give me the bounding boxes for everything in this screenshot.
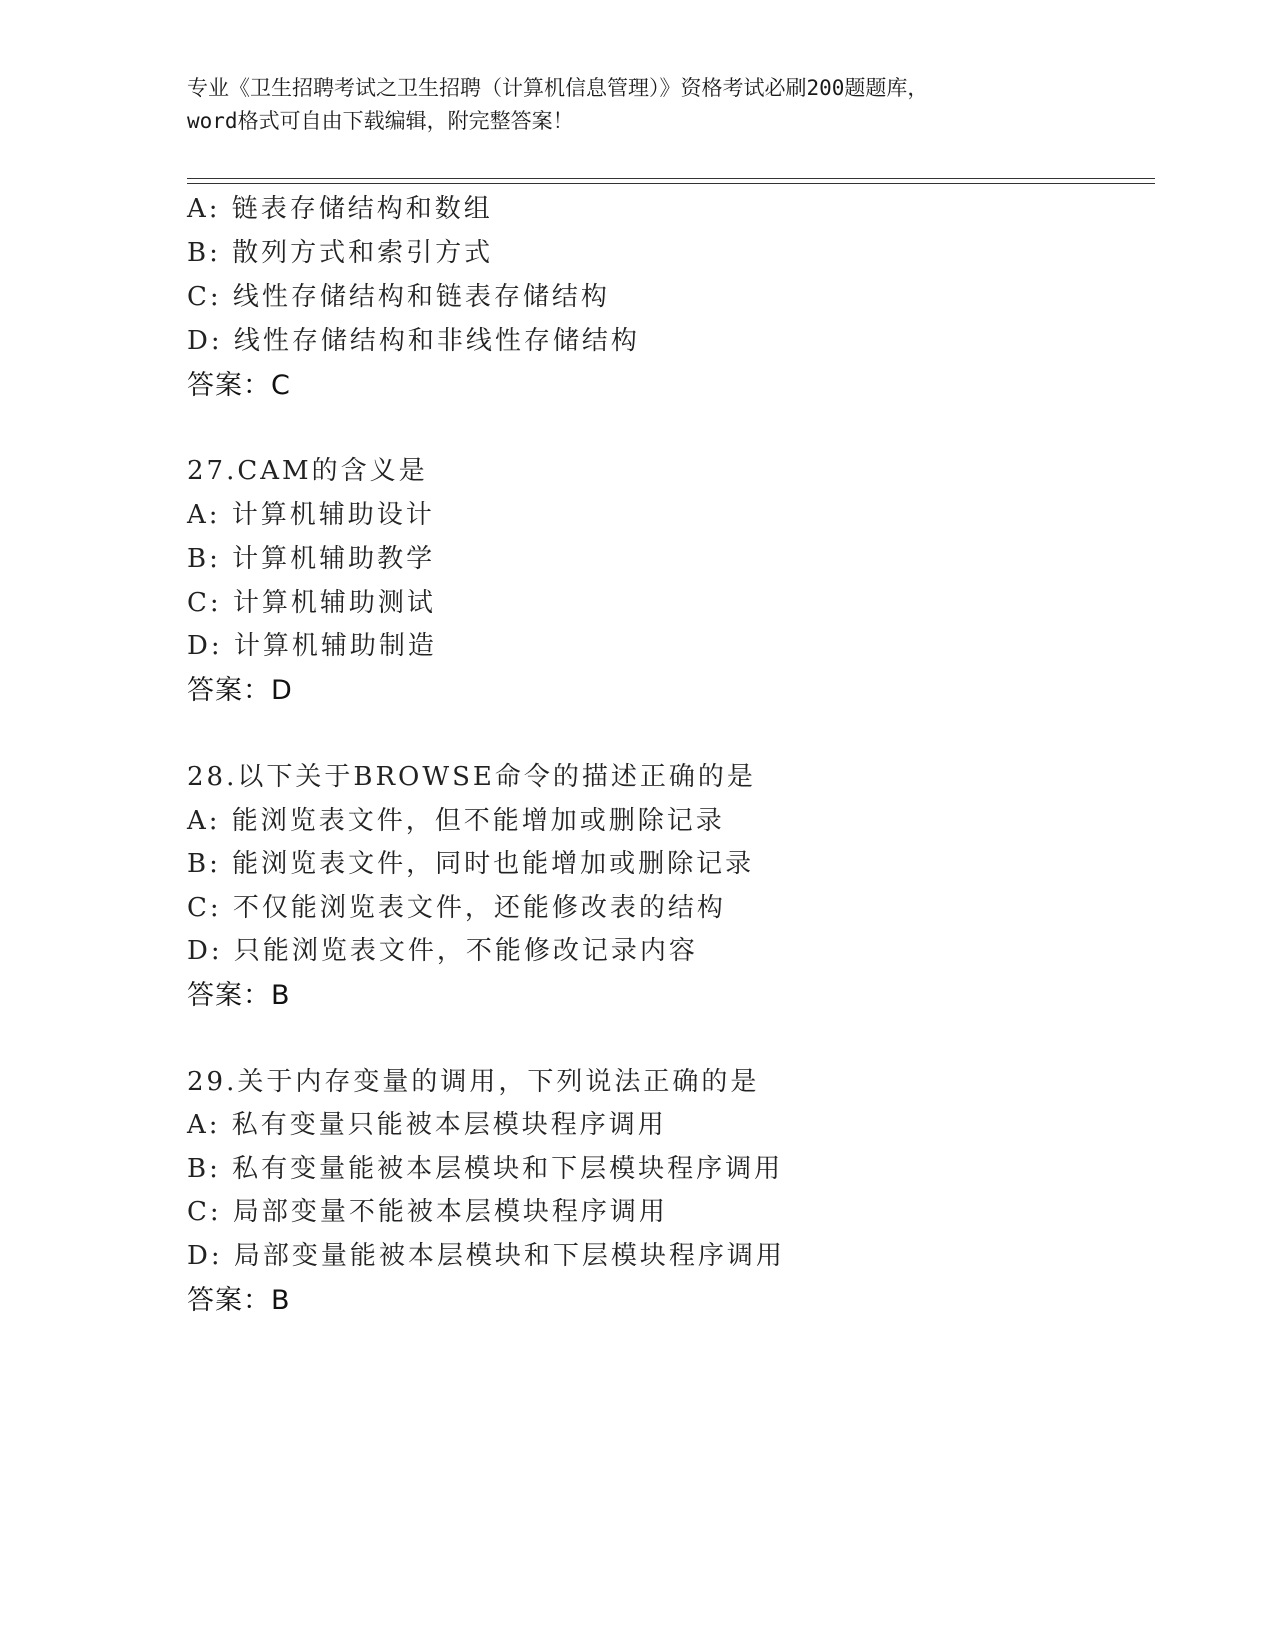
header-divider-top (187, 178, 1155, 179)
q26-option-c: C: 线性存储结构和链表存储结构 (187, 282, 610, 312)
q27-option-b: B: 计算机辅助教学 (187, 544, 436, 574)
header-line-1: 专业《卫生招聘考试之卫生招聘（计算机信息管理）》资格考试必刷200题题库， (187, 76, 929, 100)
q26-answer: 答案：C (187, 370, 291, 401)
q28-stem: 28.以下关于BROWSE命令的描述正确的是 (187, 762, 756, 792)
q28-option-a: A: 能浏览表文件，但不能增加或删除记录 (187, 806, 725, 836)
q27-option-d: D: 计算机辅助制造 (187, 631, 437, 661)
q28-option-b: B: 能浏览表文件，同时也能增加或删除记录 (187, 849, 755, 879)
q29-answer: 答案：B (187, 1285, 291, 1316)
q26-option-b: B: 散列方式和索引方式 (187, 238, 494, 268)
q29-stem: 29.关于内存变量的调用，下列说法正确的是 (187, 1067, 760, 1097)
document-header (187, 72, 1087, 138)
q29-option-d: D: 局部变量能被本层模块和下层模块程序调用 (187, 1241, 785, 1271)
q28-answer: 答案：B (187, 980, 291, 1011)
header-divider-bottom (187, 183, 1155, 184)
header-line-2: word格式可自由下载编辑，附完整答案！ (187, 109, 574, 133)
q27-option-a: A: 计算机辅助设计 (187, 500, 435, 530)
q29-option-a: A: 私有变量只能被本层模块程序调用 (187, 1110, 667, 1140)
q29-option-b: B: 私有变量能被本层模块和下层模块程序调用 (187, 1154, 784, 1184)
q27-stem: 27.CAM的含义是 (187, 456, 428, 486)
q28-option-d: D: 只能浏览表文件，不能修改记录内容 (187, 936, 698, 966)
q26-option-d: D: 线性存储结构和非线性存储结构 (187, 326, 640, 356)
q27-answer: 答案：D (187, 675, 293, 706)
q26-option-a: A: 链表存储结构和数组 (187, 194, 493, 224)
q29-option-c: C: 局部变量不能被本层模块程序调用 (187, 1197, 668, 1227)
q27-option-c: C: 计算机辅助测试 (187, 588, 436, 618)
q28-option-c: C: 不仅能浏览表文件，还能修改表的结构 (187, 893, 726, 923)
